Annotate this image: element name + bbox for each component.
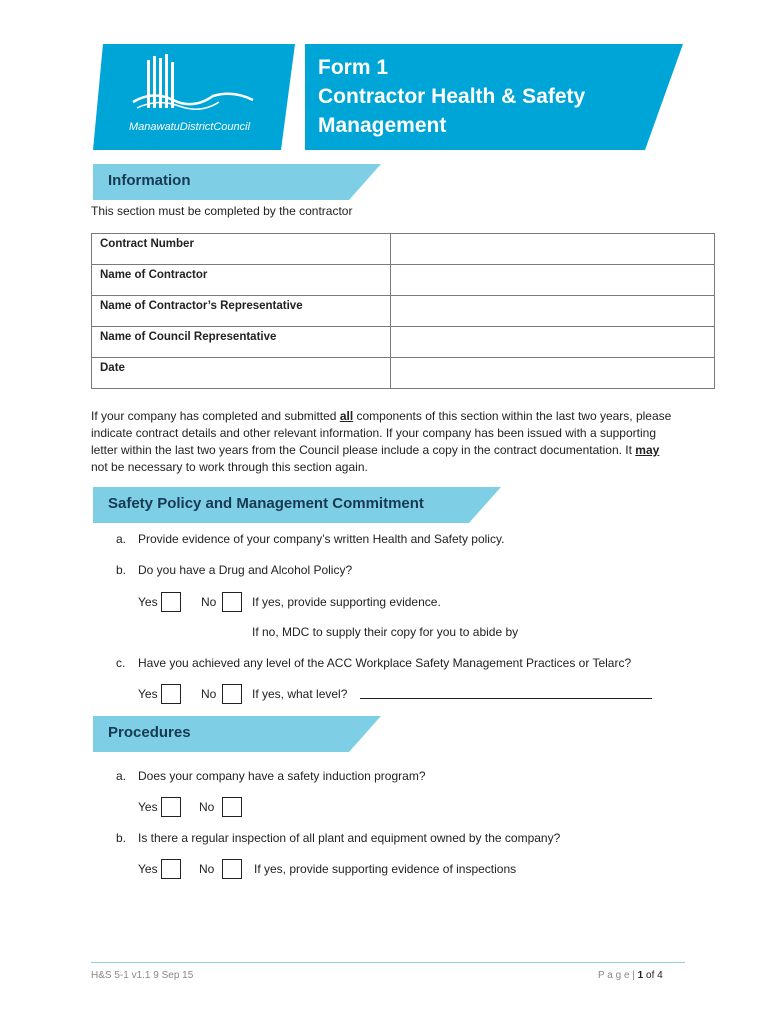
- note-line-1: If your company has completed and submitted all components of this section within the last two years, please: [91, 409, 672, 423]
- form-number-title: Form 1: [318, 56, 389, 79]
- council-representative-label: Name of Council Representative: [92, 327, 391, 358]
- logo-wordmark: ManawatuDistrictCouncil: [129, 121, 251, 133]
- council-representative-field[interactable]: [391, 327, 715, 358]
- contractor-representative-field[interactable]: [391, 296, 715, 327]
- contractor-name-field[interactable]: [391, 265, 715, 296]
- contractor-name-label: Name of Contractor: [92, 265, 391, 296]
- information-note: [91, 408, 731, 476]
- date-field[interactable]: [391, 358, 715, 389]
- table-row: [92, 296, 715, 327]
- document-reference: H&S 5-1 v1.1 9 Sep 15: [91, 970, 194, 981]
- information-intro: This section must be completed by the contractor: [91, 204, 353, 218]
- note-line-4: not be necessary to work through this section again.: [91, 460, 368, 474]
- inspection-yes-note: If yes, provide supporting evidence of inspections: [254, 862, 517, 876]
- contract-info-table: [91, 233, 715, 389]
- drug-policy-no-note: If no, MDC to supply their copy for you to abide by: [252, 625, 519, 639]
- information-heading-band: [93, 164, 381, 200]
- question-c-marker: c.: [116, 656, 126, 670]
- question-a-text: Provide evidence of your company’s written Health and Safety policy.: [138, 532, 505, 546]
- safety-policy-heading-band: [93, 487, 501, 523]
- acc-level-no-checkbox[interactable]: [222, 684, 242, 704]
- council-logo: [93, 44, 295, 150]
- induction-no-label: No: [199, 800, 215, 814]
- question-c-text: Have you achieved any level of the ACC Workplace Safety Management Practices or Telarc?: [138, 656, 632, 670]
- table-row: [92, 234, 715, 265]
- form-title-line-2: Management: [318, 114, 447, 137]
- table-row: [92, 327, 715, 358]
- footer-divider: [91, 962, 685, 963]
- note-line-3: letter within the last two years from the Council please include a copy in the contract documentation. It may: [91, 443, 660, 457]
- induction-no-checkbox[interactable]: [222, 797, 242, 817]
- induction-yes-label: Yes: [138, 800, 158, 814]
- induction-yes-checkbox[interactable]: [161, 797, 181, 817]
- safety-policy-heading: Safety Policy and Management Commitment: [108, 495, 424, 512]
- inspection-no-checkbox[interactable]: [222, 859, 242, 879]
- page-indicator: [598, 970, 663, 981]
- inspection-yes-label: Yes: [138, 862, 158, 876]
- drug-policy-yes-label: Yes: [138, 595, 158, 609]
- procedures-question-b-marker: b.: [116, 831, 127, 845]
- procedures-question-b-text: Is there a regular inspection of all plant and equipment owned by the company?: [138, 831, 561, 845]
- drug-policy-yes-checkbox[interactable]: [161, 592, 181, 612]
- drug-policy-no-checkbox[interactable]: [222, 592, 242, 612]
- page-number: 1: [637, 970, 644, 981]
- form-title-line-1: Contractor Health & Safety: [318, 85, 586, 108]
- contractor-representative-label: Name of Contractor’s Representative: [92, 296, 391, 327]
- inspection-yes-checkbox[interactable]: [161, 859, 181, 879]
- contract-number-label: Contract Number: [92, 234, 391, 265]
- acc-level-no-label: No: [201, 687, 217, 701]
- procedures-heading-band: [93, 716, 381, 752]
- table-row: [92, 265, 715, 296]
- question-b-marker: b.: [116, 563, 127, 577]
- inspection-no-label: No: [199, 862, 215, 876]
- page-label: P a g e |: [598, 970, 635, 981]
- acc-level-input-line[interactable]: [360, 698, 652, 699]
- question-a-marker: a.: [116, 532, 127, 546]
- page-total: of 4: [646, 970, 663, 981]
- acc-level-yes-label: Yes: [138, 687, 158, 701]
- contract-number-field[interactable]: [391, 234, 715, 265]
- procedures-question-a-text: Does your company have a safety induction program?: [138, 769, 426, 783]
- information-heading: Information: [108, 172, 191, 189]
- procedures-heading: Procedures: [108, 724, 191, 741]
- emphasis-may: may: [635, 443, 660, 457]
- drug-policy-no-label: No: [201, 595, 217, 609]
- question-b-text: Do you have a Drug and Alcohol Policy?: [138, 563, 353, 577]
- procedures-question-a-marker: a.: [116, 769, 127, 783]
- note-line-2: indicate contract details and other relevant information. If your company has been issued with a supporting: [91, 426, 656, 440]
- emphasis-all: all: [339, 409, 354, 423]
- drug-policy-yes-note: If yes, provide supporting evidence.: [252, 595, 441, 609]
- date-label: Date: [92, 358, 391, 389]
- acc-level-yes-checkbox[interactable]: [161, 684, 181, 704]
- acc-level-prompt: If yes, what level?: [252, 687, 348, 701]
- table-row: [92, 358, 715, 389]
